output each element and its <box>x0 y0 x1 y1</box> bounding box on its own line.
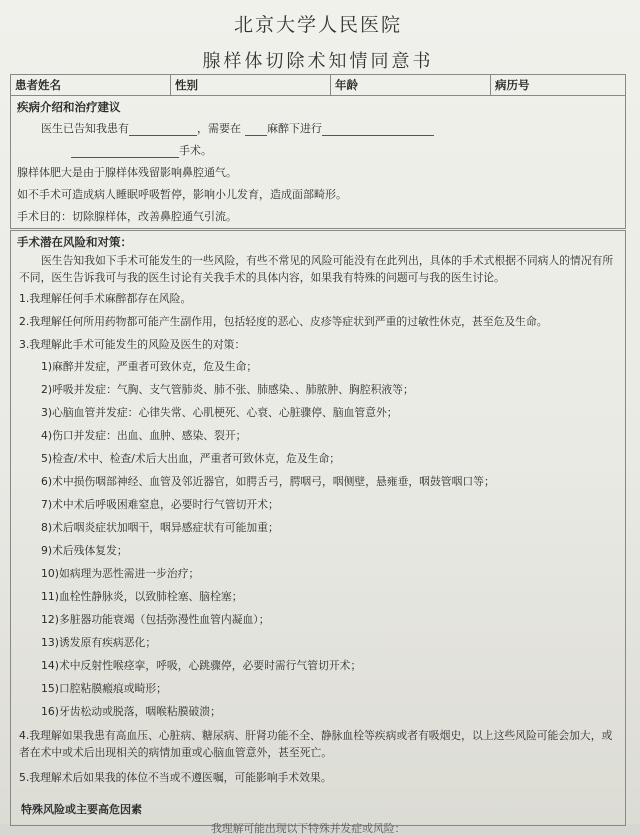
risk-sub-item: 15)口腔粘膜瘢痕或畸形； <box>41 682 167 695</box>
surgery-purpose: 手术目的：切除腺样体，改善鼻腔通气引流。 <box>17 210 237 223</box>
risk-sub-item: 8)术后咽炎症状加咽干，咽异感症状有可能加重； <box>41 521 279 534</box>
surgery-blank-2[interactable] <box>71 145 179 158</box>
hospital-name: 北京大学人民医院 <box>233 14 402 36</box>
risk-sub-item: 14)术中反射性喉痉挛，呼吸，心跳骤停，必要时需行气管切开术； <box>41 659 362 672</box>
patient-info-row <box>10 74 626 96</box>
risk-sub-item: 4)伤口并发症：出血、血肿、感染、裂开； <box>41 429 247 442</box>
patient-age-field[interactable]: 年龄 <box>331 75 491 95</box>
patient-sex-field[interactable]: 性别 <box>171 75 331 95</box>
disease-intro-section <box>10 96 626 229</box>
risk-item-2: 2.我理解任何所用药物都可能产生副作用，包括轻度的恶心、皮疹等症状到严重的过敏性休克，甚至危及生命。 <box>19 315 548 328</box>
risk-sub-item: 7)术中术后呼吸困难窒息，必要时行气管切开术； <box>41 498 279 511</box>
risk-sub-item: 11)血栓性静脉炎，以致肺栓塞、脑栓塞； <box>41 590 243 603</box>
risk-sub-item: 3)心脑血管并发症：心律失常、心肌梗死、心衰、心脏骤停、脑血管意外； <box>41 406 398 419</box>
anesthesia-blank[interactable] <box>245 123 267 136</box>
disease-description: 腺样体肥大是由于腺样体残留影响鼻腔通气。 <box>17 166 237 179</box>
diagnosis-prefix: 医生已告知我患有 <box>41 122 129 135</box>
surgery-line <box>11 140 625 162</box>
risk-sub-item: 9)术后残体复发； <box>41 544 128 557</box>
risk-sub-item: 16)牙齿松动或脱落，咽喉粘膜破溃； <box>41 705 221 718</box>
risk-title: 手术潜在风险和对策： <box>17 235 132 249</box>
risk-sub-item: 12)多脏器功能衰竭（包括弥漫性血管内凝血）； <box>41 613 270 626</box>
risk-sub-item: 13)诱发原有疾病恶化； <box>41 636 157 649</box>
anesthesia-prefix: ，需要在 <box>197 122 241 135</box>
risk-sub-item: 5)检查/术中、检查/术后大出血，严重者可致休克，危及生命； <box>41 452 341 465</box>
special-risk-subtitle: 我理解可能出现以下特殊并发症或风险： <box>211 822 406 835</box>
no-surgery-consequence: 如不手术可造成病人睡眠呼吸暂停，影响小儿发育，造成面部畸形。 <box>17 188 347 201</box>
diagnosis-line <box>11 118 625 140</box>
form-title: 腺样体切除术知情同意书 <box>202 51 434 72</box>
anesthesia-suffix: 麻醉下进行 <box>267 122 322 135</box>
risk-sub-item: 1)麻醉并发症，严重者可致休克，危及生命； <box>41 360 258 373</box>
special-risk-title: 特殊风险或主要高危因素 <box>21 803 142 816</box>
risk-sub-item: 10)如病理为恶性需进一步治疗； <box>41 567 200 580</box>
form-header <box>10 0 626 72</box>
patient-record-field[interactable]: 病历号 <box>495 78 530 92</box>
patient-name-field[interactable]: 患者姓名 <box>11 75 171 95</box>
risk-item-4: 4.我理解如果我患有高血压、心脏病、糖尿病、肝肾功能不全、静脉血栓等疾病或者有吸烟史，以上这些风险可能会加大，或者在术中或术后出现相关的病情加重或心脑血管意外，甚至死亡。 <box>19 729 613 759</box>
disease-intro-title: 疾病介绍和治疗建议 <box>17 100 121 114</box>
diagnosis-blank[interactable] <box>129 123 197 136</box>
risk-item-1: 1.我理解任何手术麻醉都存在风险。 <box>19 292 192 305</box>
risk-sub-item: 2)呼吸并发症：气胸、支气管肺炎、肺不张、肺感染、、肺脓肿、胸腔积液等； <box>41 383 414 396</box>
surgery-blank[interactable] <box>322 123 434 136</box>
risk-section <box>10 230 626 835</box>
risk-item-5: 5.我理解术后如果我的体位不当或不遵医嘱，可能影响手术效果。 <box>19 771 332 784</box>
risk-sub-item: 6)术中损伤咽部神经、血管及邻近器官，如腭舌弓，腭咽弓，咽侧壁，悬雍垂，咽鼓管咽口等； <box>41 475 495 488</box>
risk-item-3: 3.我理解此手术可能发生的风险及医生的对策： <box>19 338 246 351</box>
risk-intro: 医生告知我如下手术可能发生的一些风险，有些不常见的风险可能没有在此列出，具体的手术式根据不同病人的情况有所不同，医生告诉我可与我的医生讨论有关我手术的具体内容，如果我有特殊的问题可与我的医生讨论。 <box>19 254 614 284</box>
surgery-suffix: 手术。 <box>179 144 212 157</box>
